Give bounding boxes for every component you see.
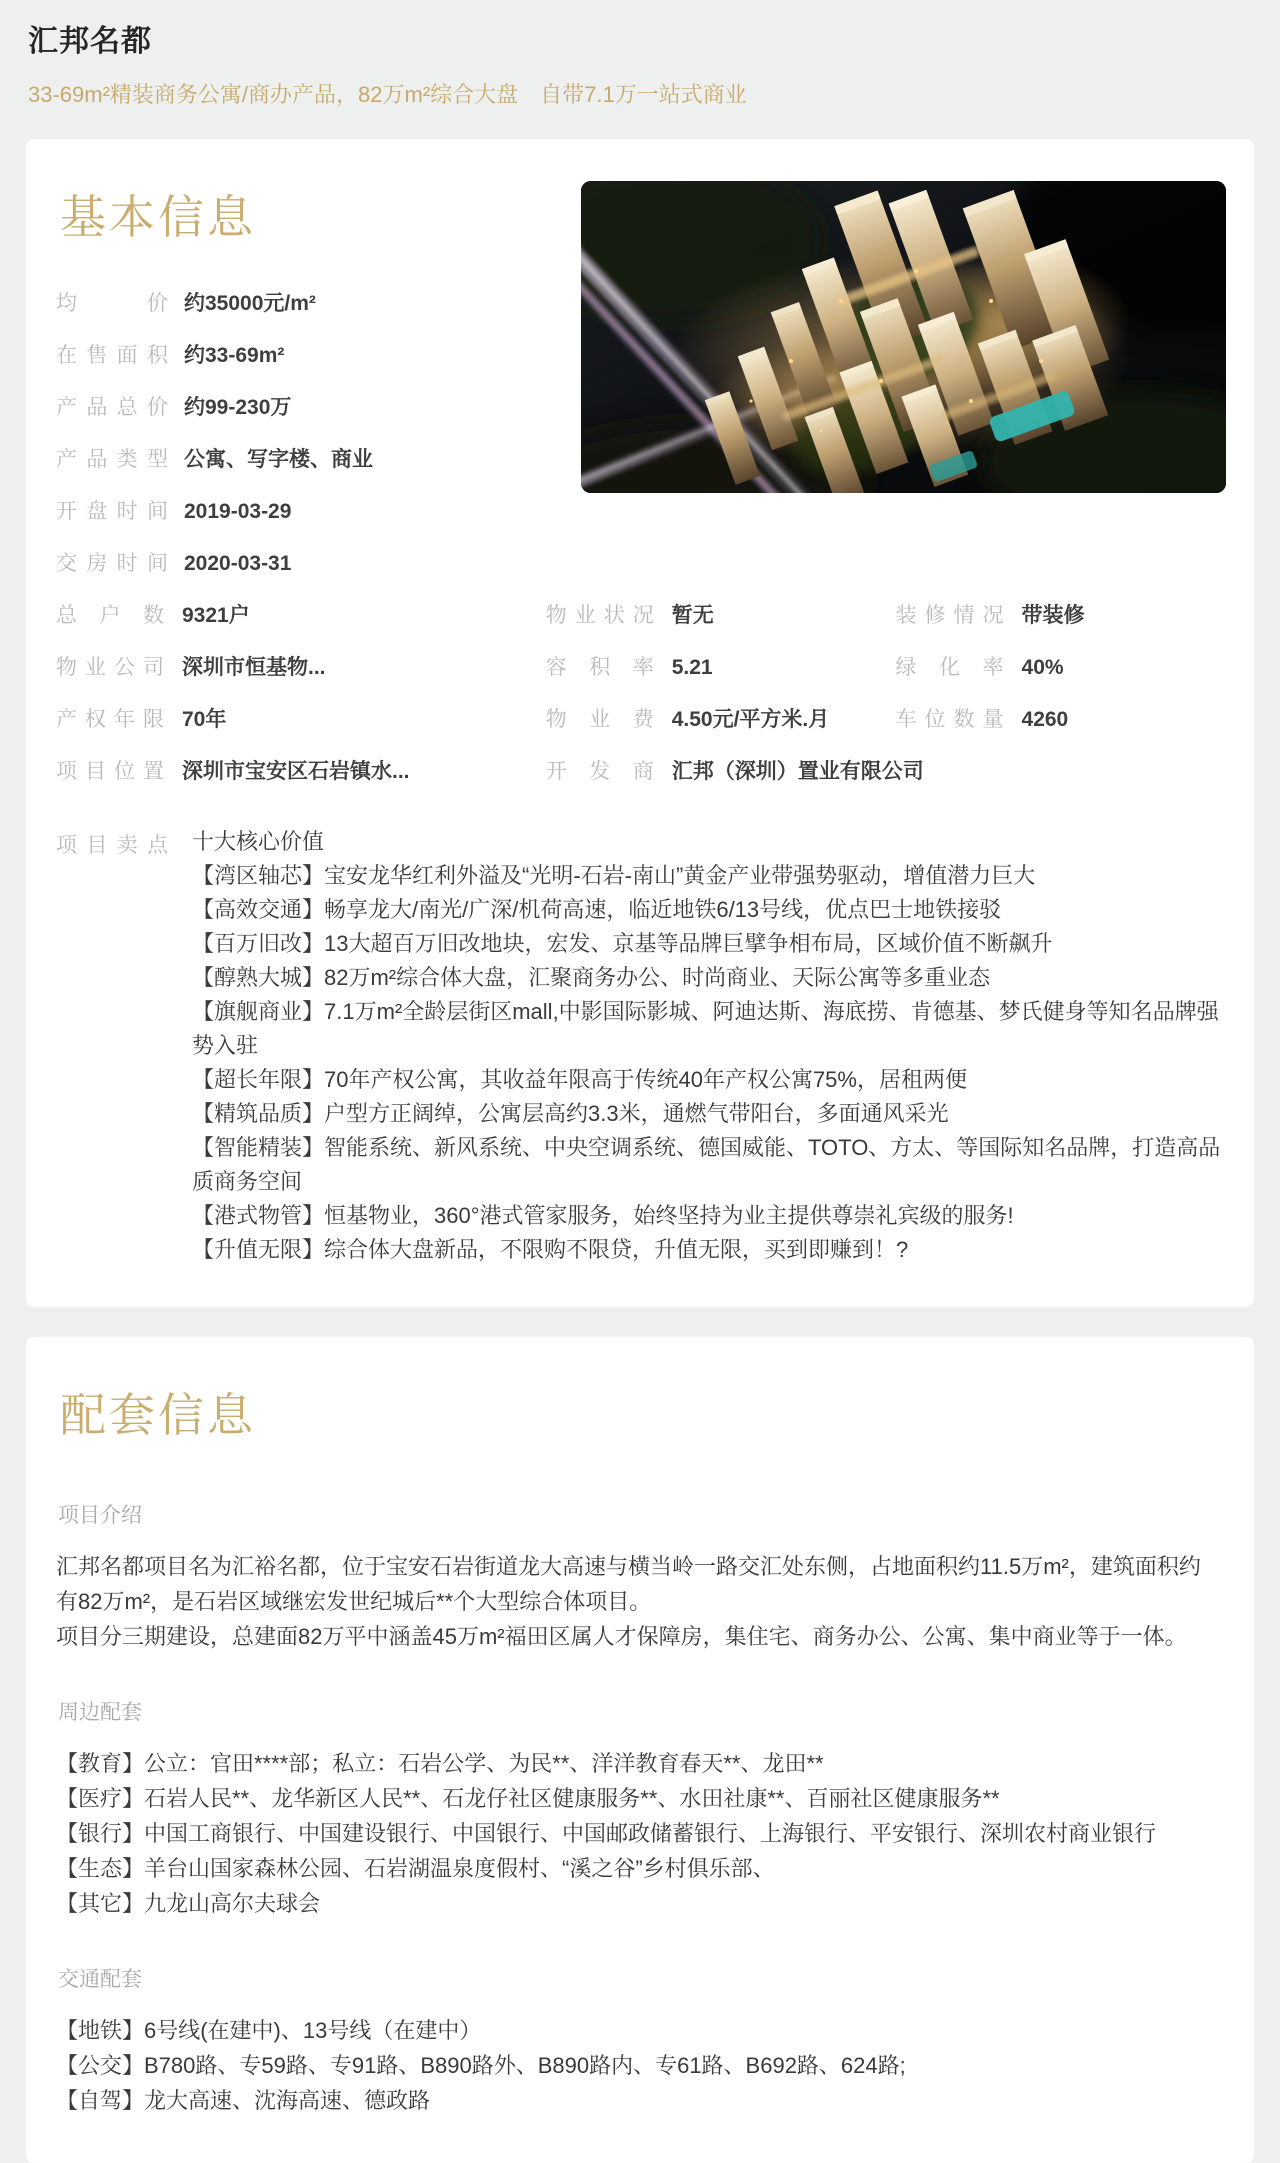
info-label: 绿化率 [895,656,1004,679]
traffic-item-drive: 【自驾】龙大高速、沈海高速、德政路 [56,2088,431,2113]
info-row-product-type [56,443,536,495]
info-label: 物业公司 [56,656,164,679]
info-row-price [56,287,536,339]
info-value: 约35000元/m² [184,292,316,315]
info-label: 总户数 [56,604,164,627]
info-value: 9321户 [182,604,250,627]
selling-point-item: 【高效交通】畅享龙大/南光/广深/机荷高速，临近地铁6/13号线，优点巴士地铁接驳 [192,897,1002,922]
traffic-section-label: 交通配套 [58,1968,142,1991]
selling-points-title: 十大核心价值 [192,829,325,854]
project-aerial-render-image[interactable] [581,181,1226,493]
basic-info-left-rows [56,287,536,599]
info-value: 汇邦（深圳）置业有限公司 [671,760,924,783]
info-label: 容积率 [545,656,654,679]
info-value: 70年 [182,708,227,731]
nearby-item-bank: 【银行】中国工商银行、中国建设银行、中国银行、中国邮政储蓄银行、上海银行、平安银行、深圳农村商业银行 [56,1821,1157,1846]
info-label: 产权年限 [56,708,164,731]
info-label: 项目位置 [56,760,164,783]
info-grid-row [56,703,1222,755]
selling-point-item: 【升值无限】综合体大盘新品，不限购不限贷，升值无限，买到即赚到！? [192,1237,909,1262]
info-value: 暂无 [671,604,714,627]
info-value: 4260 [1021,708,1069,731]
nearby-section-label: 周边配套 [58,1701,142,1724]
info-label: 装修情况 [895,604,1004,627]
intro-paragraph: 汇邦名都项目名为汇裕名都，位于宝安石岩街道龙大高速与横当岭一路交汇处东侧，占地面积约11.5万m²，建筑面积约有82万m²，是石岩区域继宏发世纪城后**个大型综合体项目。 [56,1554,1201,1614]
info-label: 物业费 [545,708,654,731]
info-row-total-price [56,391,536,443]
info-value: 40% [1021,656,1064,679]
info-value: 带装修 [1021,604,1085,627]
info-grid-row [56,651,1222,703]
basic-info-card [26,139,1254,1307]
selling-point-item: 【醇熟大城】82万m²综合体大盘，汇聚商务办公、时尚商业、天际公寓等多重业态 [192,965,991,990]
info-value: 约99-230万 [184,396,292,419]
info-grid-row [56,755,1222,807]
info-row-delivery-date [56,547,536,599]
project-render-graphic [581,181,1226,493]
page-subtitle: 33-69m²精装商务公寓/商办产品，82万m²综合大盘 自带7.1万一站式商业 [28,82,747,107]
basic-info-grid [56,599,1222,807]
info-value: 2020-03-31 [184,552,292,575]
selling-point-item: 【港式物管】恒基物业，360°港式管家服务，始终坚持为业主提供尊崇礼宾级的服务! [192,1203,1014,1228]
page-header [0,0,1280,115]
info-label: 产品类型 [56,448,168,471]
info-value: 4.50元/平方米.月 [671,708,830,731]
info-value: 深圳市恒基物... [182,656,326,679]
info-value: 公寓、写字楼、商业 [184,448,373,471]
selling-point-item: 【湾区轴芯】宝安龙华红利外溢及“光明-石岩-南山”黄金产业带强势驱动，增值潜力巨大 [192,863,1036,888]
info-label: 开发商 [545,760,654,783]
info-row-area [56,339,536,391]
intro-paragraph: 项目分三期建设，总建面82万平中涵盖45万m²福田区属人才保障房，集住宅、商务办公、公寓、集中商业等于一体。 [56,1624,1187,1649]
info-value: 2019-03-29 [184,500,292,523]
info-value: 深圳市宝安区石岩镇水... [182,760,410,783]
amenities-heading: 配套信息 [60,1389,256,1441]
nearby-item-medical: 【医疗】石岩人民**、龙华新区人民**、石龙仔社区健康服务**、水田社康**、百丽社区健康服务** [56,1786,1000,1811]
selling-point-item: 【智能精装】智能系统、新风系统、中央空调系统、德国威能、TOTO、方太、等国际知名品牌，打造高品质商务空间 [192,1135,1221,1194]
info-label: 交房时间 [56,552,168,575]
selling-points [56,825,1222,1267]
info-grid-row [56,599,1222,651]
info-label: 开盘时间 [56,500,168,523]
traffic-item-bus: 【公交】B780路、专59路、专91路、B890路外、B890路内、专61路、B692路、624路; [56,2053,906,2078]
selling-point-item: 【精筑品质】户型方正阔绰，公寓层高约3.3米，通燃气带阳台，多面通风采光 [192,1101,949,1126]
info-label: 车位数量 [895,708,1004,731]
nearby-item-education: 【教育】公立：官田****部；私立：石岩公学、为民**、洋洋教育春天**、龙田** [56,1751,824,1776]
nearby-item-other: 【其它】九龙山高尔夫球会 [56,1891,321,1916]
info-value: 约33-69m² [184,344,285,367]
selling-point-item: 【超长年限】70年产权公寓，其收益年限高于传统40年产权公寓75%，居租两便 [192,1067,967,1092]
info-row-open-date [56,495,536,547]
nearby-item-ecology: 【生态】羊台山国家森林公园、石岩湖温泉度假村、“溪之谷”乡村俱乐部、 [56,1856,775,1881]
selling-point-item: 【旗舰商业】7.1万m²全龄层街区mall,中影国际影城、阿迪达斯、海底捞、肯德基、梦氏健身等知名品牌强势入驻 [192,999,1219,1058]
info-label: 产品总价 [56,396,168,419]
info-label: 在售面积 [56,344,168,367]
info-label: 物业状况 [545,604,654,627]
traffic-item-metro: 【地铁】6号线(在建中)、13号线（在建中） [56,2018,482,2043]
selling-point-item: 【百万旧改】13大超百万旧改地块，宏发、京基等品牌巨擘争相布局，区域价值不断飙升 [192,931,1053,956]
amenities-card [26,1337,1254,2163]
selling-points-label: 项目卖点 [56,834,168,857]
page-title: 汇邦名都 [28,25,152,58]
selling-points-content [192,825,1222,1267]
info-value: 5.21 [671,656,713,679]
intro-section-label: 项目介绍 [58,1504,142,1527]
info-label: 均价 [56,292,168,315]
basic-info-heading: 基本信息 [60,191,256,243]
